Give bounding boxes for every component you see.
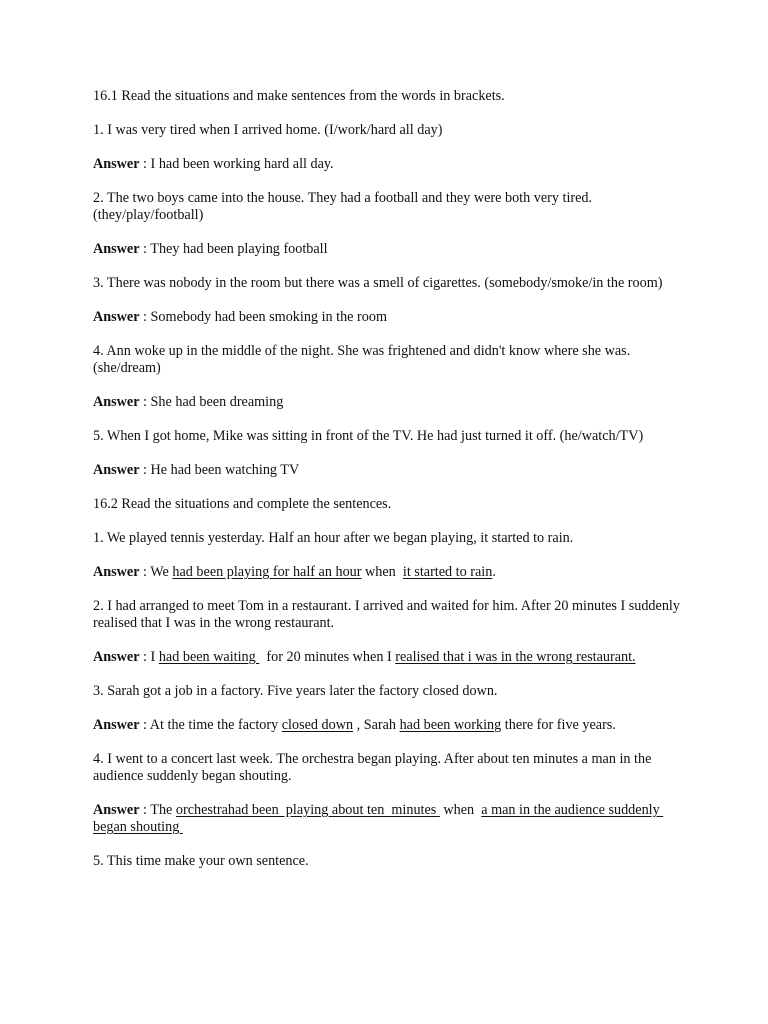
answer-label: Answer [93, 394, 140, 410]
answer-blank: realised that i was in the wrong restaurant. [395, 649, 636, 665]
answer-label: Answer [93, 717, 140, 733]
answer-text: He had been watching TV [150, 462, 300, 478]
answer-text: They had been playing football [150, 241, 328, 257]
answer-1-5: Answer : He had been watching TV [93, 462, 300, 478]
answer-plain: there for five years. [501, 717, 616, 733]
answer-1-4: Answer : She had been dreaming [93, 394, 284, 410]
answer-label: Answer [93, 309, 140, 325]
answer-1-3: Answer : Somebody had been smoking in the room [93, 309, 387, 325]
question-2-1: 1. We played tennis yesterday. Half an hour after we began playing, it started to rain. [93, 530, 574, 546]
question-2-2: 2. I had arranged to meet Tom in a restaurant. I arrived and waited for him. After 20 minutes I suddenly realised that I was in the wrong restaurant. [93, 598, 680, 631]
answer-plain: when [439, 802, 482, 818]
final-prompt: 5. This time make your own sentence. [93, 853, 309, 869]
section-2-heading: 16.2 Read the situations and complete the sentences. [93, 496, 392, 512]
answer-blank: closed down [281, 717, 354, 733]
answer-blank: a man in the audience suddenly began shouting [93, 802, 664, 835]
answer-plain: I [150, 649, 159, 665]
answer-text: Somebody had been smoking in the room [150, 309, 387, 325]
question-2-4: 4. I went to a concert last week. The orchestra began playing. After about ten minutes a man in the audience suddenly began shouting. [93, 751, 652, 784]
question-1-4: 4. Ann woke up in the middle of the night. She was frightened and didn't know where she was. (she/dream) [93, 343, 631, 376]
document-page [93, 88, 683, 887]
answer-blank: orchestrahad been playing about ten minutes [175, 802, 440, 818]
answer-blank: had been playing for half an hour [172, 564, 362, 580]
answer-plain: We [150, 564, 173, 580]
answer-2-4: Answer : The orchestrahad been playing about ten minutes when a man in the audience suddenly began shouting [93, 802, 664, 835]
answer-1-2: Answer : They had been playing football [93, 241, 328, 257]
question-2-3: 3. Sarah got a job in a factory. Five years later the factory closed down. [93, 683, 498, 699]
answer-blank: it started to rain [402, 564, 493, 580]
answer-2-1: Answer : We had been playing for half an hour when it started to rain. [93, 564, 496, 580]
answer-plain: for 20 minutes when I [259, 649, 396, 665]
answer-1-1: Answer : I had been working hard all day. [93, 156, 334, 172]
answer-plain: The [150, 802, 176, 818]
answer-label: Answer [93, 156, 140, 172]
question-1-2: 2. The two boys came into the house. They had a football and they were both very tired. (they/play/football) [93, 190, 593, 223]
question-1-1: 1. I was very tired when I arrived home. (I/work/hard all day) [93, 122, 443, 138]
answer-2-3: Answer : At the time the factory closed down , Sarah had been working there for five years. [93, 717, 616, 733]
answer-label: Answer [93, 649, 140, 665]
answer-blank: had been waiting [158, 649, 260, 665]
question-1-5: 5. When I got home, Mike was sitting in front of the TV. He had just turned it off. (he/watch/TV) [93, 428, 644, 444]
answer-blank: had been working [399, 717, 502, 733]
answer-text: She had been dreaming [150, 394, 284, 410]
answer-plain: , Sarah [353, 717, 400, 733]
section-1-heading: 16.1 Read the situations and make sentences from the words in brackets. [93, 88, 505, 104]
answer-plain: At the time the factory [149, 717, 282, 733]
answer-plain: . [492, 564, 496, 580]
answer-label: Answer [93, 241, 140, 257]
answer-2-2: Answer : I had been waiting for 20 minutes when I realised that i was in the wrong restaurant. [93, 649, 636, 665]
answer-label: Answer [93, 564, 140, 580]
answer-text: I had been working hard all day. [150, 156, 334, 172]
answer-label: Answer [93, 462, 140, 478]
question-1-3: 3. There was nobody in the room but there was a smell of cigarettes. (somebody/smoke/in the room) [93, 275, 663, 291]
answer-label: Answer [93, 802, 140, 818]
answer-plain: when [361, 564, 403, 580]
